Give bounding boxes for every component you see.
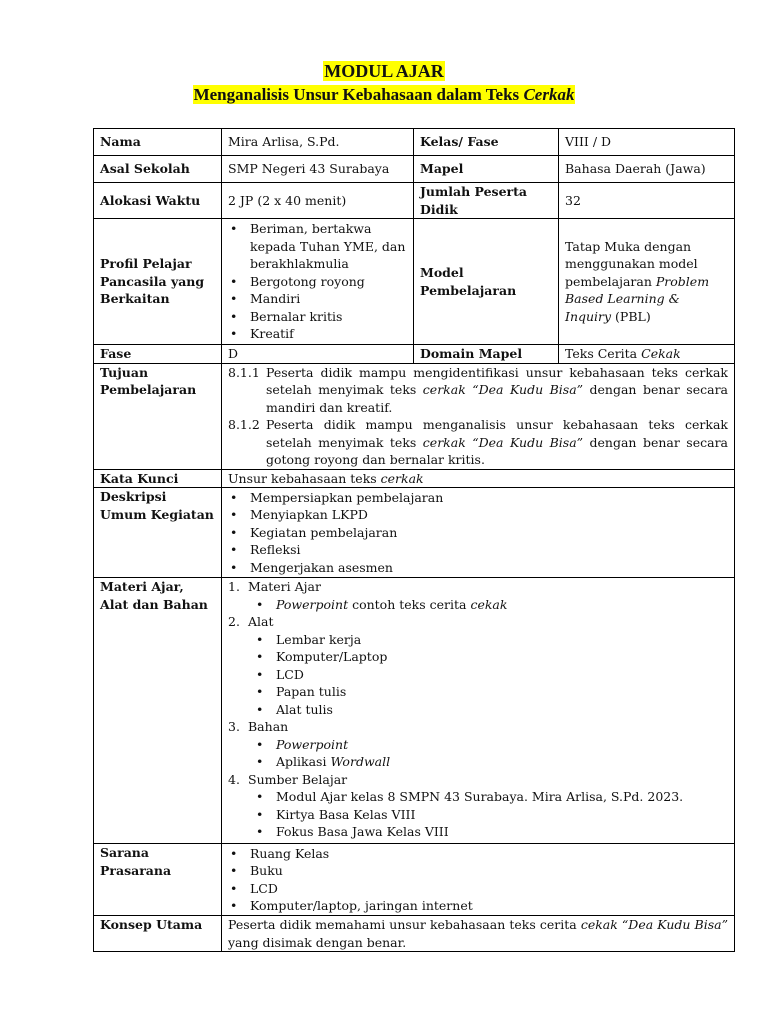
list-item: • Kirtya Basa Kelas VIII: [276, 806, 728, 824]
list-item: [276, 753, 728, 771]
fase-label: Fase: [94, 345, 222, 364]
deskripsi-value: [222, 488, 735, 578]
list-item: • LCD: [276, 666, 728, 684]
list-item: • LCD: [250, 880, 728, 898]
row-konsep: [94, 916, 735, 952]
list-item: • Menyiapkan LKPD: [250, 506, 728, 524]
list-item: • Bernalar kritis: [250, 308, 407, 326]
tujuan-italic: cerkak “Dea Kudu Bisa”: [422, 382, 584, 397]
list-item-text: Aplikasi: [276, 754, 331, 769]
model-text-end: (PBL): [611, 308, 651, 324]
deskripsi-list: [228, 489, 728, 577]
section-title: Materi Ajar: [248, 579, 321, 594]
konsep-text: Peserta didik memahami unsur kebahasaan teks cerita: [228, 917, 581, 932]
tujuan-item: [228, 416, 728, 469]
kelas-label: Kelas/ Fase: [414, 129, 559, 156]
tujuan-italic: cerkak “Dea Kudu Bisa”: [422, 434, 584, 450]
tujuan-text: Peserta didik mampu menganalisis unsur kebahasaan teks cerkak setelah menyimak teks: [266, 417, 728, 450]
sarana-value: [222, 844, 735, 916]
list-item: • Bergotong royong: [250, 273, 407, 291]
section-number: 3.: [228, 719, 240, 734]
konsep-label: Konsep Utama: [94, 916, 222, 952]
domain-text: Teks Cerita: [565, 346, 642, 361]
kata-kunci-value: [222, 469, 735, 488]
domain-italic: Cekak: [641, 346, 681, 361]
profil-label: Profil Pelajar Pancasila yang Berkaitan: [94, 219, 222, 345]
subtitle-italic: Cerkak: [523, 85, 575, 104]
section-title: Bahan: [248, 719, 289, 734]
materi-label: Materi Ajar, Alat dan Bahan: [94, 578, 222, 844]
list-item: • Ruang Kelas: [250, 845, 728, 863]
row-kata-kunci: [94, 469, 735, 488]
bahan-list: [228, 736, 728, 771]
list-item: • Mempersiapkan pembelajaran: [250, 489, 728, 507]
list-item-italic: Wordwall: [330, 754, 391, 769]
subtitle-text: Menganalisis Unsur Kebahasaan dalam Teks: [193, 85, 524, 104]
konsep-italic: cekak “Dea Kudu Bisa”: [580, 917, 728, 932]
bahan-section: [228, 718, 728, 736]
kelas-value: VIII / D: [559, 129, 735, 156]
profil-list: [228, 220, 407, 343]
materi-section: [228, 578, 728, 596]
list-item: • Kegiatan pembelajaran: [250, 524, 728, 542]
list-item-text: contoh teks cerita: [348, 596, 471, 612]
alat-section: [228, 613, 728, 631]
konsep-text-end: yang disimak dengan benar.: [228, 934, 407, 950]
mapel-value: Bahasa Daerah (Jawa): [559, 156, 735, 183]
row-tujuan: [94, 363, 735, 469]
list-item: • Buku: [250, 862, 728, 880]
tujuan-text-end: dengan benar secara gotong royong dan bernalar kritis.: [266, 434, 728, 467]
tujuan-value: [222, 363, 735, 469]
list-item: • Kreatif: [250, 325, 407, 343]
kata-kunci-italic: cerkak: [380, 470, 424, 486]
sekolah-label: Asal Sekolah: [94, 156, 222, 183]
tujuan-item: [228, 364, 728, 417]
list-item-italic: Powerpoint: [276, 596, 349, 612]
subtitle-highlight: [193, 85, 576, 104]
module-table: [93, 128, 735, 952]
row-nama: [94, 129, 735, 156]
section-title: Alat: [248, 614, 274, 629]
sarana-label: Sarana Prasarana: [94, 844, 222, 916]
sekolah-value: SMP Negeri 43 Surabaya: [222, 156, 414, 183]
row-fase: [94, 345, 735, 364]
title-text: MODUL AJAR: [324, 61, 444, 81]
konsep-value: [222, 916, 735, 952]
document-subtitle: [0, 85, 768, 105]
row-profil: [94, 219, 735, 345]
section-number: 1.: [228, 579, 240, 594]
alat-list: [228, 631, 728, 719]
list-item: • Alat tulis: [276, 701, 728, 719]
tujuan-number: 8.1.2: [228, 417, 260, 432]
list-item: • Papan tulis: [276, 683, 728, 701]
list-item: • Beriman, bertakwa kepada Tuhan YME, dan berakhlakmulia: [250, 220, 407, 273]
list-item: • Mandiri: [250, 290, 407, 308]
sarana-list: [228, 845, 728, 915]
domain-label: Domain Mapel: [414, 345, 559, 364]
row-materi: [94, 578, 735, 844]
row-sarana: [94, 844, 735, 916]
waktu-value: 2 JP (2 x 40 menit): [222, 183, 414, 219]
section-number: 2.: [228, 614, 240, 629]
list-item: • Modul Ajar kelas 8 SMPN 43 Surabaya. Mira Arlisa, S.Pd. 2023.: [276, 788, 728, 806]
sumber-section: [228, 771, 728, 789]
model-text: Tatap Muka dengan menggunakan model pembelajaran: [565, 238, 698, 289]
fase-value: D: [222, 345, 414, 364]
deskripsi-label: Deskripsi Umum Kegiatan: [94, 488, 222, 578]
profil-list-cell: [222, 219, 414, 345]
model-label: Model Pembelajaran: [414, 219, 559, 345]
jumlah-label: Jumlah Peserta Didik: [414, 183, 559, 219]
mapel-label: Mapel: [414, 156, 559, 183]
tujuan-number: 8.1.1: [228, 364, 260, 380]
list-item: • Komputer/Laptop: [276, 648, 728, 666]
materi-value: [222, 578, 735, 844]
model-italic: Problem Based Learning & Inquiry: [565, 273, 710, 324]
list-item-italic: cekak: [470, 596, 508, 612]
list-item: [276, 736, 728, 754]
row-sekolah: [94, 156, 735, 183]
list-item: • Lembar kerja: [276, 631, 728, 649]
section-title: Sumber Belajar: [248, 771, 348, 787]
row-deskripsi: [94, 488, 735, 578]
domain-value: [559, 345, 735, 364]
jumlah-value: 32: [559, 183, 735, 219]
list-item-italic: Powerpoint: [276, 736, 349, 752]
row-waktu: [94, 183, 735, 219]
model-value: [559, 219, 735, 345]
kata-kunci-text: Unsur kebahasaan teks: [228, 470, 381, 486]
nama-label: Nama: [94, 129, 222, 156]
tujuan-text-end: dengan benar secara mandiri dan kreatif.: [266, 382, 728, 415]
section-number: 4.: [228, 771, 240, 787]
tujuan-label: Tujuan Pembelajaran: [94, 363, 222, 469]
document-title: [0, 61, 768, 81]
sumber-list: [228, 788, 728, 841]
list-item: • Komputer/laptop, jaringan internet: [250, 897, 728, 915]
nama-value: Mira Arlisa, S.Pd.: [222, 129, 414, 156]
tujuan-text: Peserta didik mampu mengidentifikasi unsur kebahasaan teks cerkak setelah menyimak teks: [266, 364, 728, 397]
kata-kunci-label: Kata Kunci: [94, 469, 222, 488]
list-item: [276, 596, 728, 614]
materi-list: [228, 596, 728, 614]
list-item: • Refleksi: [250, 541, 728, 559]
list-item: • Mengerjakan asesmen: [250, 559, 728, 577]
waktu-label: Alokasi Waktu: [94, 183, 222, 219]
list-item: • Fokus Basa Jawa Kelas VIII: [276, 823, 728, 841]
